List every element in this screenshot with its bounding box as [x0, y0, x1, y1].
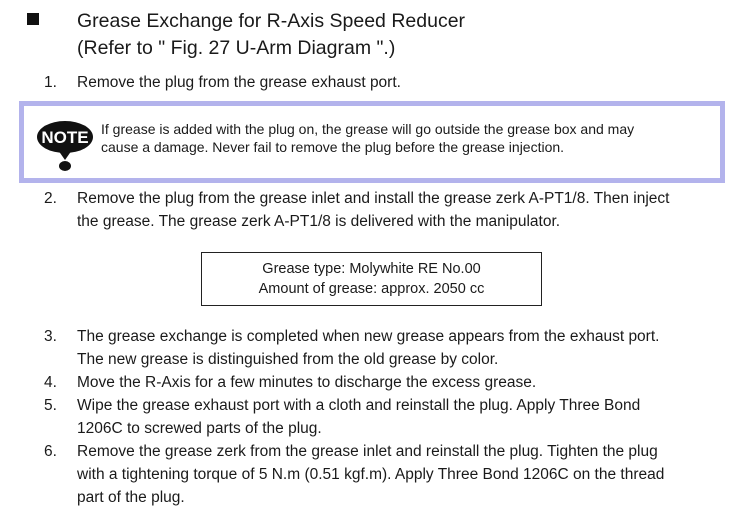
- step-5-line-1: Wipe the grease exhaust port with a cloth and reinstall the plug. Apply Three Bond: [77, 397, 641, 414]
- step-3-line-2: The new grease is distinguished from the old grease by color.: [77, 351, 499, 368]
- grease-type: Grease type: Molywhite RE No.00: [262, 261, 481, 277]
- step-3-text: [77, 325, 727, 371]
- step-1-line-1: Remove the plug from the grease exhaust port.: [77, 74, 401, 91]
- step-3-line-1: The grease exchange is completed when new grease appears from the exhaust port.: [77, 328, 660, 345]
- section-reference: (Refer to " Fig. 27 U-Arm Diagram ".): [77, 37, 396, 59]
- grease-spec-box: [201, 252, 542, 306]
- step-2-line-2: the grease. The grease zerk A-PT1/8 is delivered with the manipulator.: [77, 213, 561, 230]
- section-heading: [77, 8, 465, 62]
- step-6-line-3: part of the plug.: [77, 489, 185, 506]
- step-5-line-2: 1206C to screwed parts of the plug.: [77, 420, 322, 437]
- grease-amount: Amount of grease: approx. 2050 cc: [258, 281, 485, 297]
- section-title: Grease Exchange for R-Axis Speed Reducer: [77, 10, 466, 32]
- step-2-line-1: Remove the plug from the grease inlet and install the grease zerk A-PT1/8. Then inject: [77, 190, 670, 207]
- step-6-number: 6.: [44, 443, 57, 460]
- note-line-2: cause a damage. Never fail to remove the plug before the grease injection.: [101, 139, 565, 155]
- step-4-number: 4.: [44, 374, 57, 391]
- step-1-number: 1.: [44, 74, 57, 91]
- step-6-line-2: with a tightening torque of 5 N.m (0.51 kgf.m). Apply Three Bond 1206C on the thread: [77, 466, 665, 483]
- step-2-number: 2.: [44, 190, 57, 207]
- step-5-text: [77, 394, 727, 440]
- step-5-number: 5.: [44, 397, 57, 414]
- note-icon-label: NOTE: [41, 128, 89, 147]
- step-6-line-1: Remove the grease zerk from the grease inlet and reinstall the plug. Tighten the plug: [77, 443, 658, 460]
- step-4-text: [77, 371, 727, 394]
- note-line-1: If grease is added with the plug on, the grease will go outside the grease box and may: [101, 121, 635, 137]
- note-icon: [36, 120, 94, 172]
- step-4-line-1: Move the R-Axis for a few minutes to discharge the excess grease.: [77, 374, 537, 391]
- note-box: [19, 101, 725, 183]
- step-1-text: [77, 71, 727, 94]
- step-2-text: [77, 187, 727, 233]
- step-3-number: 3.: [44, 328, 57, 345]
- section-bullet: [27, 13, 39, 25]
- step-6-text: [77, 440, 727, 509]
- note-text: [101, 120, 701, 156]
